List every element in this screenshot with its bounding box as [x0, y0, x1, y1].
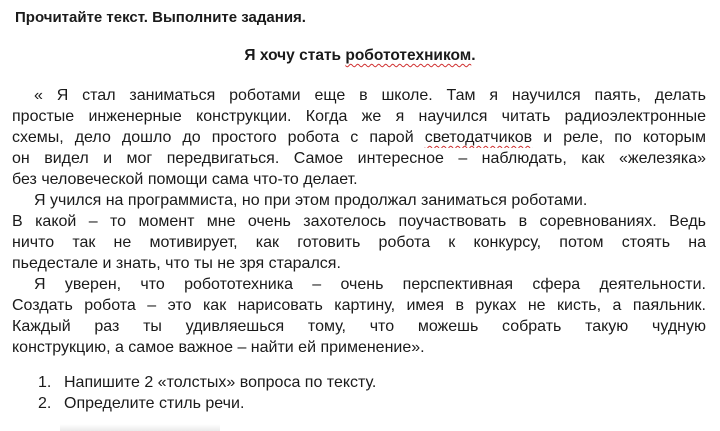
text-line-1: « Я стал заниматься роботами еще в школе. Там я научился паять, делать [34, 87, 706, 104]
task-item-2 [38, 393, 376, 414]
text-line-10: Я уверен, что робототехника – очень перспективная сфера деятельности. [34, 276, 706, 293]
text-line-8: ничто так не мотивирует, как готовить робота к конкурсу, потом стоять на [12, 234, 706, 251]
task-number-2: 2. [38, 395, 52, 412]
text-line-3-part-b: и реле, по которым [532, 129, 706, 146]
text-line-12: Каждый раз ты удивляешься тому, что можешь собрать такую чудную [12, 318, 706, 335]
text-line-3 [12, 128, 706, 148]
title-prefix: Я хочу стать [244, 47, 346, 64]
text-line-3-part-a: схемы, дело дошло до простого робота с парой [12, 129, 425, 146]
document-title [0, 47, 720, 65]
title-suffix: . [471, 47, 476, 64]
task-item-1 [38, 372, 376, 393]
text-line-9: пьедестале и знать, что ты не зря старался. [12, 255, 341, 272]
task-list [38, 372, 376, 414]
task-number-1: 1. [38, 374, 52, 391]
text-line-2: простые инженерные конструкции. Когда же я научился читать радиоэлектронные [12, 108, 706, 125]
text-line-13: конструкцию, а самое важное – найти ей применение». [12, 339, 425, 356]
instruction-heading: Прочитайте текст. Выполните задания. [15, 9, 306, 26]
text-line-7: В какой – то момент мне очень захотелось поучаствовать в соревнованиях. Ведь [12, 213, 706, 230]
text-line-6: Я учился на программиста, но при этом продолжал заниматься роботами. [34, 192, 588, 209]
title-misspelled-word: робототехником [345, 47, 472, 64]
text-line-11: Создать робота – это как нарисовать картину, имея в руках не кисть, а паяльник. [12, 297, 706, 314]
text-line-5: без человеческой помощи сама что-то делает. [12, 171, 358, 188]
cropped-next-line-shadow [60, 424, 220, 431]
misspelled-word-svetodatchikov: светодатчиков [424, 129, 533, 146]
task-text-2: Определите стиль речи. [64, 395, 245, 412]
text-line-4: он видел и мог передвигаться. Самое интересное – наблюдать, как «железяка» [12, 150, 706, 167]
task-text-1: Напишите 2 «толстых» вопроса по тексту. [64, 374, 377, 391]
